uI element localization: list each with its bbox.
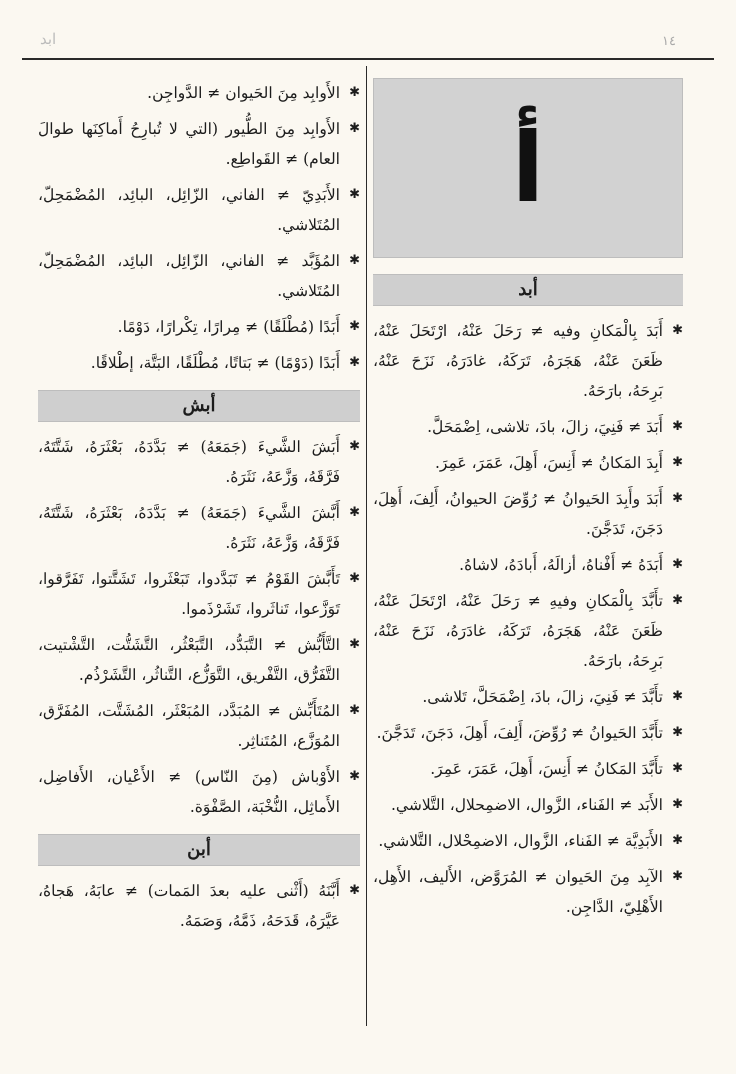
letter-heading: أ (511, 112, 545, 224)
bullet-icon: ✱ (349, 319, 360, 334)
entry: ✱ تأَبَّدَ الحَيوانُ ≠ رُوِّضَ، أَلِفَ، أَهِلَ، دَجَنَ، تَدَجَّنَ. (373, 718, 683, 748)
section-header-absh: أبش (38, 390, 360, 422)
bullet-icon: ✱ (349, 703, 360, 718)
page-number: ١٤ (662, 34, 676, 49)
entry: ✱ أَبَشَ الشَّيءَ (جَمَعَهُ) ≠ بَدَّدَهُ، بَعْثَرَهُ، شَتَّتَهُ، فَرَّقَهُ، وَزَّعَهُ، نَثَرَهُ. (38, 432, 360, 492)
entry: ✱ تأَبَّدَ ≠ فَنِيَ، زالَ، بادَ، اِضْمَحَلَّ، تَلاشى. (373, 682, 683, 712)
entry: ✱ أَبَدَ ≠ فَنِيَ، زالَ، بادَ، تلاشى، اِضْمَحَلَّ. (373, 412, 683, 442)
bullet-icon: ✱ (672, 761, 683, 776)
bullet-icon: ✱ (349, 571, 360, 586)
bullet-icon: ✱ (349, 439, 360, 454)
entry: ✱ المُتَأَبِّش ≠ المُبَدَّد، المُبَعْثَر، المُشَتَّت، المُفَرَّق، المُوَزَّع، المُتَناثِر. (38, 696, 360, 756)
entry: ✱ الأَوابِد مِنَ الحَيوان ≠ الدَّواجِن. (38, 78, 360, 108)
bullet-icon: ✱ (672, 797, 683, 812)
section-header-abn: أبن (38, 834, 360, 866)
entry: ✱ الأَبَد ≠ الفَناء، الزَّوال، الاضمِحلال، التَّلاشي. (373, 790, 683, 820)
bullet-icon: ✱ (349, 769, 360, 784)
letter-heading-box (373, 78, 683, 258)
bullet-icon: ✱ (672, 455, 683, 470)
entry: ✱ أَبَّنَهُ (أَثْنى عليه بعدَ المَمات) ≠ عابَهُ، هَجاهُ، عَيَّرَهُ، قَدَحَهُ، ذَمَّهُ، وَصَمَهُ. (38, 876, 360, 936)
bullet-icon: ✱ (672, 557, 683, 572)
entry: ✱ الأَبَدِيَّة ≠ الفَناء، الزَّوال، الاضمِحْلال، التَّلاشي. (373, 826, 683, 856)
bullet-icon: ✱ (672, 833, 683, 848)
entry: ✱ الأَبَدِيّ ≠ الفاني، الزّائِل، البائِد، المُضْمَحِلّ، المُتَلاشي. (38, 180, 360, 240)
bullet-icon: ✱ (672, 869, 683, 884)
entry: ✱ أَبَدًا (مُطْلَقًا) ≠ مِرارًا، تِكْرارًا، دَوْمًا. (38, 312, 360, 342)
bullet-icon: ✱ (349, 187, 360, 202)
section-header-abd: أبد (373, 274, 683, 306)
entry: ✱ تَأَبَّشَ القَوْمُ ≠ تَبَدَّدوا، تَبَعْثَروا، تَشَتَّتوا، تَفَرَّقوا، تَوَزَّعوا، تَناثَروا، تَشَرْذَموا. (38, 564, 360, 624)
entry: ✱ الأَوابِد مِنَ الطُّيور (التي لا تُبارِحُ أَماكِنَها طوالَ العام) ≠ القَواطِع. (38, 114, 360, 174)
bullet-icon: ✱ (672, 689, 683, 704)
header-rule (22, 58, 714, 60)
bullet-icon: ✱ (349, 355, 360, 370)
entry: ✱ أَبَدَ وأَبِدَ الحَيوانُ ≠ رُوِّضَ الحيوانُ، أَلِفَ، أَهِلَ، دَجَنَ، تَدَجَّنَ. (373, 484, 683, 544)
column-divider (366, 66, 367, 1026)
entry: ✱ أَبَدَ بِالْمَكانِ وفيه ≠ رَحَلَ عَنْهُ، ارْتَحَلَ عَنْهُ، ظَعَنَ عَنْهُ، هَجَرَهُ، تَرَكَهُ، غادَرَهُ، نَزَحَ عَنْهُ، بَرِحَهُ، بارَحَهُ. (373, 316, 683, 406)
bullet-icon: ✱ (349, 121, 360, 136)
bullet-icon: ✱ (349, 505, 360, 520)
entry: ✱ أَبَّشَ الشَّيءَ (جَمَعَهُ) ≠ بَدَّدَهُ، بَعْثَرَهُ، شَتَّتَهُ، فَرَّقَهُ، وَزَّعَهُ، نَثَرَهُ. (38, 498, 360, 558)
bullet-icon: ✱ (349, 883, 360, 898)
bullet-icon: ✱ (349, 85, 360, 100)
entry: ✱ أَبِدَ المَكانُ ≠ أَنِسَ، أَهِلَ، عَمَرَ، عَمِرَ. (373, 448, 683, 478)
bullet-icon: ✱ (672, 419, 683, 434)
bullet-icon: ✱ (672, 491, 683, 506)
entry: ✱ التَّأَبُّش ≠ التَّبَدُّد، التَّبَعْثُر، التَّشَتُّت، التَّشْتيت، التَّفَرُّق، التَّفْريق، التَّوَزُّع، التَّناثُر، التَّشَرْذُم. (38, 630, 360, 690)
entry: ✱ الآبِد مِنَ الحَيوان ≠ المُرَوَّض، الأَليف، الأَهِل، الأَهْلِيّ، الدَّاجِن. (373, 862, 683, 922)
left-column (38, 78, 360, 942)
bullet-icon: ✱ (349, 253, 360, 268)
entry: ✱ أَبَدَهُ ≠ أَفْناهُ، أزالَهُ، أَبادَهُ، لاشاهُ. (373, 550, 683, 580)
bullet-icon: ✱ (349, 637, 360, 652)
running-head: ابد (40, 30, 57, 48)
right-column (373, 78, 683, 928)
bullet-icon: ✱ (672, 725, 683, 740)
entry: ✱ تأَبَّدَ المَكانُ ≠ أَنِسَ، أَهِلَ، عَمَرَ، عَمِرَ. (373, 754, 683, 784)
bullet-icon: ✱ (672, 323, 683, 338)
entry: ✱ الأَوْباش (مِنَ النّاس) ≠ الأَعْيان، الأَفاضِل، الأَماثِل، النُّخْبَة، الصَّفْوَة. (38, 762, 360, 822)
entry: ✱ المُؤَبَّد ≠ الفاني، الزّائِل، البائِد، المُضْمَحِلّ، المُتَلاشي. (38, 246, 360, 306)
entry: ✱ تأَبَّدَ بِالْمَكانِ وفيهِ ≠ رَحَلَ عَنْهُ، ارْتَحَلَ عَنْهُ، ظَعَنَ عَنْهُ، هَجَرَهُ، تَرَكَهُ، غادَرَهُ، نَزَحَ عَنْهُ، بَرِحَهُ، بارَحَهُ. (373, 586, 683, 676)
bullet-icon: ✱ (672, 593, 683, 608)
entry: ✱ أَبَدًا (دَوْمًا) ≠ بَتاتًا، مُطْلَقًا، البَتَّة، إطْلاقًا. (38, 348, 360, 378)
